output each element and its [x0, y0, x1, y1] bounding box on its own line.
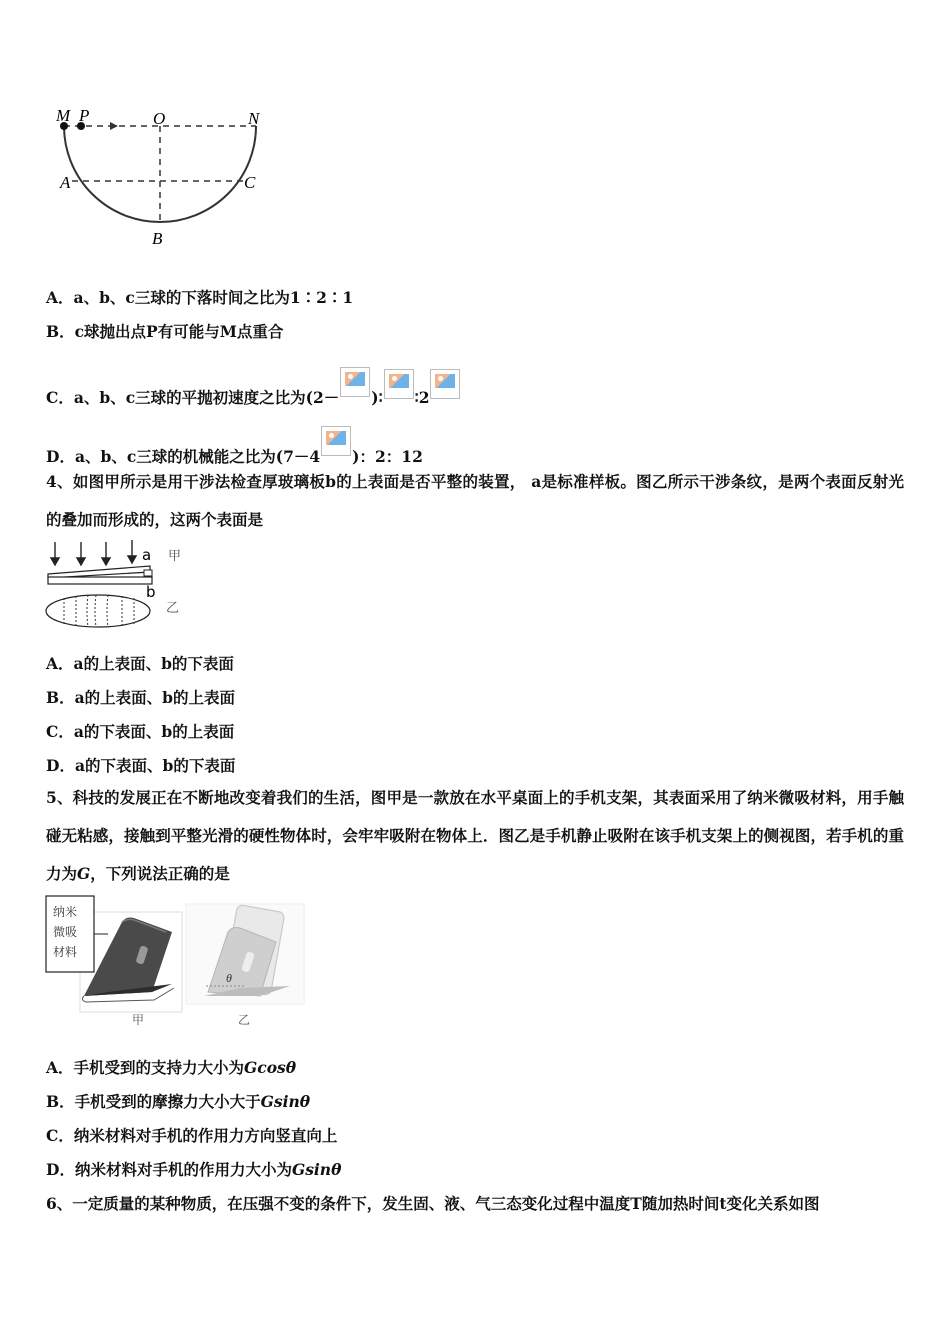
q5-option-c: C．纳米材料对手机的作用力方向竖直向上: [46, 1126, 338, 1145]
label-a: a: [142, 546, 152, 564]
label-box-2: 微吸: [53, 925, 78, 939]
q3-option-c-text-3: ∶2: [414, 388, 430, 407]
broken-image-icon: [321, 426, 351, 456]
q5-option-b: [46, 1090, 310, 1112]
q4-option-a: A．a的上表面、b的下表面: [46, 654, 234, 673]
q3-option-d-text-1: D．a、b、c三球的机械能之比为(7－4: [46, 447, 321, 466]
phone-stand-figure: [44, 892, 306, 1032]
q3-option-d-text-2: )：2：12: [352, 447, 423, 466]
q5-stem: [46, 779, 904, 893]
q3-option-c-text-1: C．a、b、c三球的平抛初速度之比为(2－: [46, 388, 340, 407]
q5-stem-text-2: ，下列说法正确的是: [90, 864, 230, 883]
label-o: O: [153, 109, 166, 128]
label-box-1: 纳米: [53, 905, 78, 919]
label-box-3: 材料: [53, 945, 78, 959]
q5-option-d: [46, 1158, 341, 1180]
label-p: P: [79, 106, 90, 125]
q3-option-d: [46, 426, 423, 467]
broken-image-icon: [340, 367, 370, 397]
broken-image-icon: [430, 369, 460, 399]
label-yi: 乙: [238, 1013, 251, 1027]
q6-stem: 6、一定质量的某种物质，在压强不变的条件下，发生固、液、气三态变化过程中温度T随加热时间t变化关系如图: [46, 1194, 820, 1213]
q5-option-d-theta: θ: [331, 1160, 342, 1179]
label-c: C: [244, 173, 256, 192]
q5-option-a-text: A．手机受到的支持力大小为: [46, 1058, 245, 1077]
semicircle-figure: [48, 100, 278, 250]
label-n: N: [248, 109, 260, 128]
q3-option-a: A．a、b、c三球的下落时间之比为1∶2∶1: [46, 288, 354, 307]
label-yi: 乙: [166, 601, 180, 616]
q5-option-d-text: D．纳米材料对手机的作用力大小为: [46, 1160, 292, 1179]
q4-option-d: D．a的下表面、b的下表面: [46, 756, 236, 775]
q3-option-c: [46, 367, 461, 408]
label-a: A: [60, 173, 71, 192]
q5-option-a: [46, 1056, 296, 1078]
label-b: b: [146, 583, 156, 601]
broken-image-icon: [384, 369, 414, 399]
q3-option-b: B．c球抛出点P有可能与M点重合: [46, 322, 284, 341]
q4-option-b: B．a的上表面、b的上表面: [46, 688, 235, 707]
label-jia: 甲: [168, 549, 182, 564]
q5-stem-text: 5、科技的发展正在不断地改变着我们的生活，图甲是一款放在水平桌面上的手机支架，其表面采用了纳米微吸材料，用手触碰无粘感，接触到平整光滑的硬性物体时，会牢牢吸附在物体上．图乙是手机静止吸附在该手机支架上的侧视图，若手机的重力为: [46, 788, 904, 883]
q5-stem-g: G: [77, 864, 91, 883]
q4-stem: 4、如图甲所示是用干涉法检查厚玻璃板b的上表面是否平整的装置， a是标准样板。图乙所示干涉条纹，是两个表面反射光的叠加而形成的，这两个表面是: [46, 472, 904, 529]
label-theta: θ: [226, 971, 232, 985]
interference-figure: [44, 538, 194, 638]
q5-option-b-theta: θ: [299, 1092, 311, 1111]
label-jia: 甲: [132, 1013, 145, 1027]
q5-option-b-formula: Gsin: [260, 1092, 300, 1111]
label-m: M: [56, 106, 71, 125]
label-b: B: [152, 229, 163, 248]
q3-option-c-text-2: )∶: [371, 388, 383, 407]
q5-option-b-text: B．手机受到的摩擦力大小大于: [46, 1092, 261, 1111]
q4-option-c: C．a的下表面、b的上表面: [46, 722, 235, 741]
q5-option-d-formula: Gsin: [291, 1160, 332, 1179]
q5-option-a-theta: θ: [285, 1058, 297, 1077]
q5-option-a-formula: Gcos: [244, 1058, 286, 1077]
